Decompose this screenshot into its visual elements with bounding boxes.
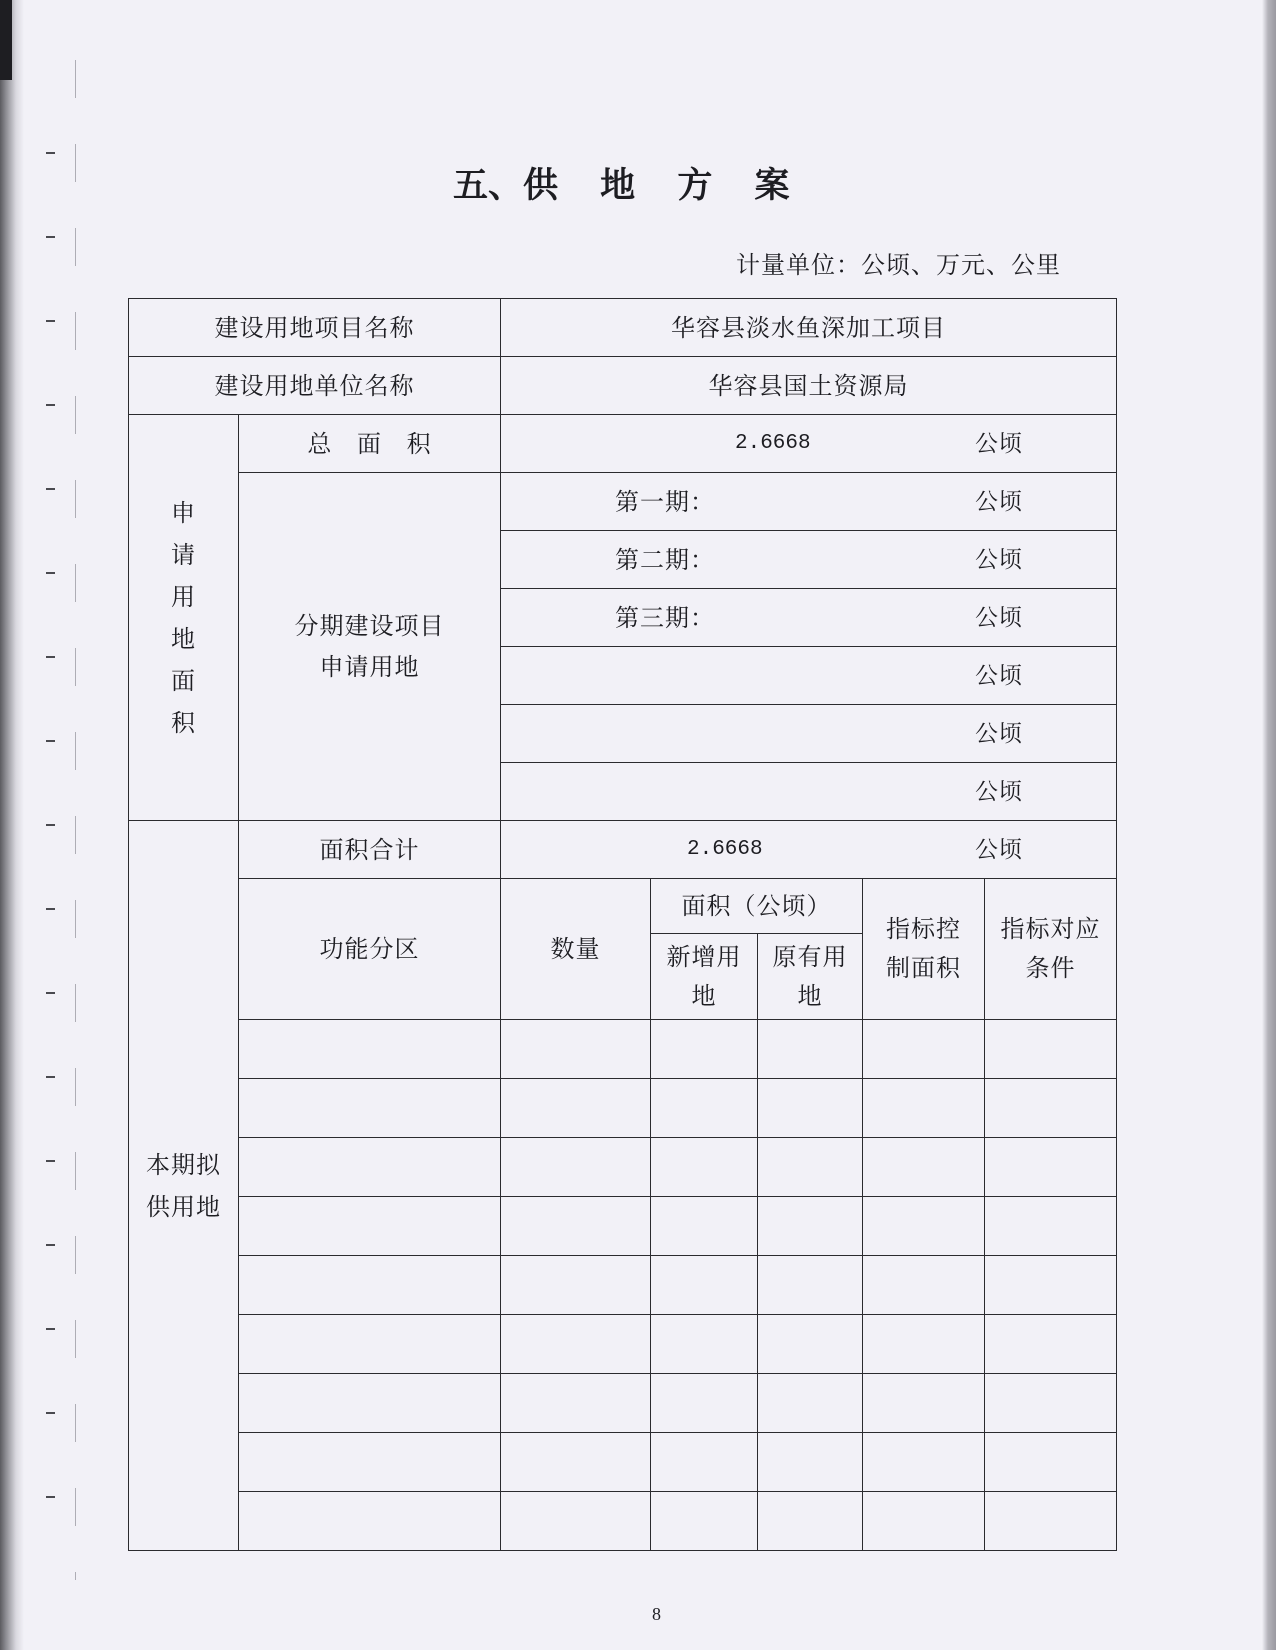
supply-cell-existing-land bbox=[758, 1020, 863, 1079]
supply-cell-quota-conditions bbox=[985, 1138, 1117, 1197]
supply-cell-zone bbox=[239, 1197, 501, 1256]
column-header-new-land: 新增用地 bbox=[666, 942, 742, 1010]
supply-cell-quantity bbox=[501, 1315, 651, 1374]
supply-cell-quota-area bbox=[863, 1492, 985, 1551]
column-header-new-land-cell bbox=[651, 934, 758, 1020]
supply-cell-zone bbox=[239, 1433, 501, 1492]
supply-cell-new-land bbox=[651, 1315, 758, 1374]
supply-cell-quantity bbox=[501, 1256, 651, 1315]
supply-cell-new-land bbox=[651, 1492, 758, 1551]
supply-cell-existing-land bbox=[758, 1197, 863, 1256]
supply-cell-existing-land bbox=[758, 1079, 863, 1138]
area-sum-value: 2.6668 bbox=[687, 837, 763, 861]
unit-name-value: 华容县国土资源局 bbox=[501, 357, 1117, 415]
supply-cell-quota-conditions bbox=[985, 1197, 1117, 1256]
supply-cell-quantity bbox=[501, 1433, 651, 1492]
supply-row bbox=[129, 1020, 1117, 1079]
page-title: 五、供 地 方 案 bbox=[453, 166, 790, 206]
column-header-quota-area: 指标控制面积 bbox=[885, 915, 961, 982]
supply-cell-quantity bbox=[501, 1492, 651, 1551]
total-area-value: 2.6668 bbox=[735, 431, 811, 455]
project-name-row bbox=[129, 299, 1117, 357]
column-header-quota-area-cell bbox=[863, 879, 985, 1020]
phase-label: 第三期： bbox=[615, 603, 715, 632]
total-area-row bbox=[129, 415, 1117, 473]
supply-cell-quota-area bbox=[863, 1197, 985, 1256]
supply-row bbox=[129, 1492, 1117, 1551]
supply-cell-existing-land bbox=[758, 1315, 863, 1374]
supply-cell-quantity bbox=[501, 1138, 651, 1197]
supply-cell-quota-conditions bbox=[985, 1433, 1117, 1492]
supply-cell-new-land bbox=[651, 1256, 758, 1315]
supply-cell-quota-area bbox=[863, 1079, 985, 1138]
land-supply-table bbox=[128, 298, 1117, 1551]
phase-label: 第二期： bbox=[615, 545, 715, 574]
supply-cell-quota-conditions bbox=[985, 1315, 1117, 1374]
supply-cell-quota-area bbox=[863, 1256, 985, 1315]
phase-unit: 公顷 bbox=[975, 546, 1023, 573]
total-area-value-cell bbox=[501, 415, 1117, 473]
supply-cell-new-land bbox=[651, 1433, 758, 1492]
supply-cell-quantity bbox=[501, 1374, 651, 1433]
area-sum-label: 面积合计 bbox=[239, 821, 501, 879]
supply-cell-existing-land bbox=[758, 1433, 863, 1492]
column-header-quota-conditions-cell bbox=[985, 879, 1117, 1020]
project-name-value: 华容县淡水鱼深加工项目 bbox=[501, 299, 1117, 357]
supply-cell-quantity bbox=[501, 1079, 651, 1138]
supply-cell-quota-conditions bbox=[985, 1492, 1117, 1551]
supply-cell-existing-land bbox=[758, 1374, 863, 1433]
supply-cell-existing-land bbox=[758, 1492, 863, 1551]
supply-row bbox=[129, 1138, 1117, 1197]
supply-row bbox=[129, 1315, 1117, 1374]
supply-cell-zone bbox=[239, 1374, 501, 1433]
supply-cell-quota-conditions bbox=[985, 1374, 1117, 1433]
phase-unit: 公顷 bbox=[975, 662, 1023, 689]
supply-cell-quota-area bbox=[863, 1020, 985, 1079]
phase-unit: 公顷 bbox=[975, 778, 1023, 805]
phase-row bbox=[129, 473, 1117, 531]
supply-cell-new-land bbox=[651, 1138, 758, 1197]
scan-corner-shadow bbox=[0, 0, 12, 80]
phased-projects-label-line: 申请用地 bbox=[319, 652, 420, 681]
supply-cell-new-land bbox=[651, 1197, 758, 1256]
column-header-area-group: 面积（公顷） bbox=[651, 879, 863, 934]
phase-cell bbox=[501, 531, 1117, 589]
supply-cell-quota-conditions bbox=[985, 1256, 1117, 1315]
supply-cell-existing-land bbox=[758, 1256, 863, 1315]
column-header-existing-land-cell bbox=[758, 934, 863, 1020]
supply-cell-zone bbox=[239, 1315, 501, 1374]
supply-cell-new-land bbox=[651, 1079, 758, 1138]
supply-row bbox=[129, 1433, 1117, 1492]
supply-section bbox=[129, 821, 239, 1551]
phased-projects-label-cell bbox=[239, 473, 501, 821]
scan-edge-right bbox=[1262, 0, 1276, 1650]
supply-cell-new-land bbox=[651, 1020, 758, 1079]
applied-area-section bbox=[129, 415, 239, 821]
supply-cell-zone bbox=[239, 1020, 501, 1079]
supply-cell-zone bbox=[239, 1256, 501, 1315]
supply-cell-quantity bbox=[501, 1020, 651, 1079]
binding-guide-line bbox=[75, 60, 76, 1580]
phase-unit: 公顷 bbox=[975, 604, 1023, 631]
supply-cell-existing-land bbox=[758, 1138, 863, 1197]
phase-cell bbox=[501, 589, 1117, 647]
measurement-unit-note: 计量单位：公顷、万元、公里 bbox=[736, 251, 1061, 279]
supply-row bbox=[129, 1256, 1117, 1315]
supply-cell-quantity bbox=[501, 1197, 651, 1256]
total-area-label: 总 面 积 bbox=[307, 429, 432, 458]
phase-cell bbox=[501, 473, 1117, 531]
supply-header-row bbox=[129, 879, 1117, 934]
supply-cell-quota-area bbox=[863, 1315, 985, 1374]
supply-cell-quota-conditions bbox=[985, 1079, 1117, 1138]
area-sum-row bbox=[129, 821, 1117, 879]
supply-cell-quota-area bbox=[863, 1374, 985, 1433]
area-sum-value-cell bbox=[501, 821, 1117, 879]
supply-cell-zone bbox=[239, 1079, 501, 1138]
page-number: 8 bbox=[652, 1604, 661, 1624]
supply-cell-quota-area bbox=[863, 1433, 985, 1492]
supply-cell-zone bbox=[239, 1492, 501, 1551]
binding-tick-marks bbox=[46, 152, 55, 1552]
scan-edge-left bbox=[0, 0, 24, 1650]
area-sum-unit: 公顷 bbox=[975, 836, 1023, 863]
column-header-quota-conditions: 指标对应条件 bbox=[1000, 915, 1101, 982]
phase-unit: 公顷 bbox=[975, 720, 1023, 747]
phase-cell bbox=[501, 763, 1117, 821]
unit-name-label: 建设用地单位名称 bbox=[129, 357, 501, 415]
project-name-label: 建设用地项目名称 bbox=[129, 299, 501, 357]
supply-row bbox=[129, 1197, 1117, 1256]
column-header-existing-land: 原有用地 bbox=[772, 942, 848, 1010]
unit-name-row bbox=[129, 357, 1117, 415]
supply-cell-zone bbox=[239, 1138, 501, 1197]
phase-unit: 公顷 bbox=[975, 488, 1023, 515]
phase-label: 第一期： bbox=[615, 487, 715, 516]
supply-row bbox=[129, 1374, 1117, 1433]
applied-area-section-label: 申请用地面积 bbox=[170, 498, 196, 737]
supply-cell-new-land bbox=[651, 1374, 758, 1433]
supply-section-label: 本期拟供用地 bbox=[145, 1150, 221, 1221]
supply-row bbox=[129, 1079, 1117, 1138]
phased-projects-label-line: 分期建设项目 bbox=[294, 611, 445, 640]
supply-cell-quota-area bbox=[863, 1138, 985, 1197]
total-area-unit: 公顷 bbox=[975, 430, 1023, 457]
phase-cell bbox=[501, 647, 1117, 705]
total-area-label-cell bbox=[239, 415, 501, 473]
column-header-quantity: 数量 bbox=[501, 879, 651, 1020]
column-header-zone: 功能分区 bbox=[239, 879, 501, 1020]
phase-cell bbox=[501, 705, 1117, 763]
supply-cell-quota-conditions bbox=[985, 1020, 1117, 1079]
